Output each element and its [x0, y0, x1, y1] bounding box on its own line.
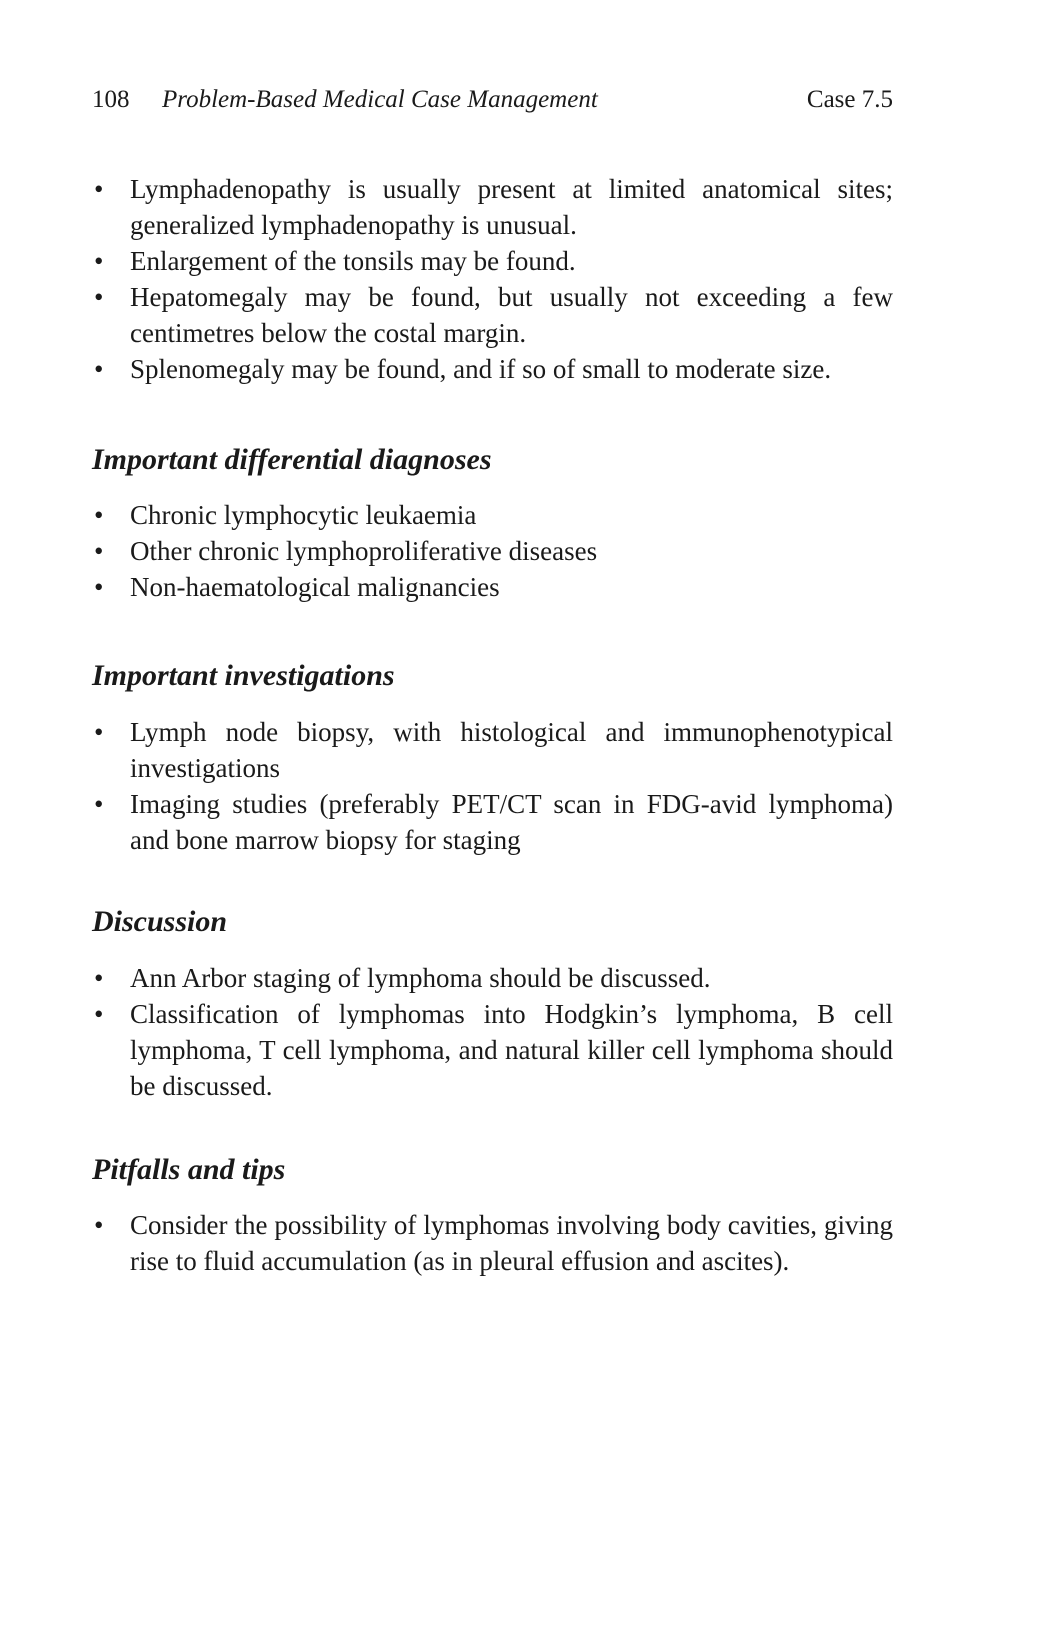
bullet-icon: • — [94, 354, 104, 384]
bullet-icon: • — [94, 246, 104, 276]
case-label: Case 7.5 — [806, 86, 893, 113]
differential-diagnoses-list — [92, 497, 893, 605]
list-item-text: Chronic lymphocytic leukaemia — [130, 500, 477, 530]
list-item-text: Enlargement of the tonsils may be found. — [130, 246, 576, 276]
list-item — [92, 569, 893, 605]
list-item-text: Other chronic lymphoproliferative diseases — [130, 536, 598, 566]
bullet-icon: • — [94, 963, 104, 993]
list-item-text: Lymphadenopathy is usually present at limited anatomical sites; generalized lymphadenopathy is unusual. — [130, 174, 893, 240]
bullet-icon: • — [94, 572, 104, 602]
list-item-text: Ann Arbor staging of lymphoma should be discussed. — [130, 963, 711, 993]
bullet-icon: • — [94, 789, 104, 819]
running-head — [92, 86, 893, 118]
list-item — [92, 1207, 893, 1279]
discussion-list — [92, 960, 893, 1104]
list-item — [92, 714, 893, 786]
intro-findings-list — [92, 171, 893, 387]
bullet-icon: • — [94, 282, 104, 312]
bullet-icon: • — [94, 1210, 104, 1240]
list-item — [92, 243, 893, 279]
bullet-icon: • — [94, 500, 104, 530]
list-item-text: Lymph node biopsy, with histological and immunophenotypical investigations — [130, 717, 893, 783]
list-item — [92, 171, 893, 243]
list-item-text: Non-haematological malignancies — [130, 572, 500, 602]
bullet-icon: • — [94, 536, 104, 566]
list-item — [92, 279, 893, 351]
list-item — [92, 533, 893, 569]
bullet-icon: • — [94, 717, 104, 747]
list-item — [92, 960, 893, 996]
pitfalls-list — [92, 1207, 893, 1279]
list-item-text: Consider the possibility of lymphomas involving body cavities, giving rise to fluid accumulation (as in pleural effusion and ascites). — [130, 1210, 893, 1276]
bullet-icon: • — [94, 174, 104, 204]
bullet-icon: • — [94, 999, 104, 1029]
list-item — [92, 996, 893, 1104]
list-item-text: Classification of lymphomas into Hodgkin’s lymphoma, B cell lymphoma, T cell lymphoma, and natural killer cell lymphoma should be discussed. — [130, 999, 893, 1101]
list-item-text: Imaging studies (preferably PET/CT scan in FDG-avid lymphoma) and bone marrow biopsy for staging — [130, 789, 893, 855]
investigations-heading: Important investigations — [92, 659, 395, 692]
differential-diagnoses-heading: Important differential diagnoses — [92, 443, 492, 476]
list-item — [92, 786, 893, 858]
pitfalls-heading: Pitfalls and tips — [92, 1153, 286, 1186]
list-item — [92, 497, 893, 533]
page-number: 108 — [92, 86, 130, 113]
list-item-text: Splenomegaly may be found, and if so of small to moderate size. — [130, 354, 832, 384]
list-item — [92, 351, 893, 387]
list-item-text: Hepatomegaly may be found, but usually not exceeding a few centimetres below the costal margin. — [130, 282, 893, 348]
discussion-heading: Discussion — [92, 905, 228, 938]
investigations-list — [92, 714, 893, 858]
book-title: Problem-Based Medical Case Management — [162, 86, 598, 113]
